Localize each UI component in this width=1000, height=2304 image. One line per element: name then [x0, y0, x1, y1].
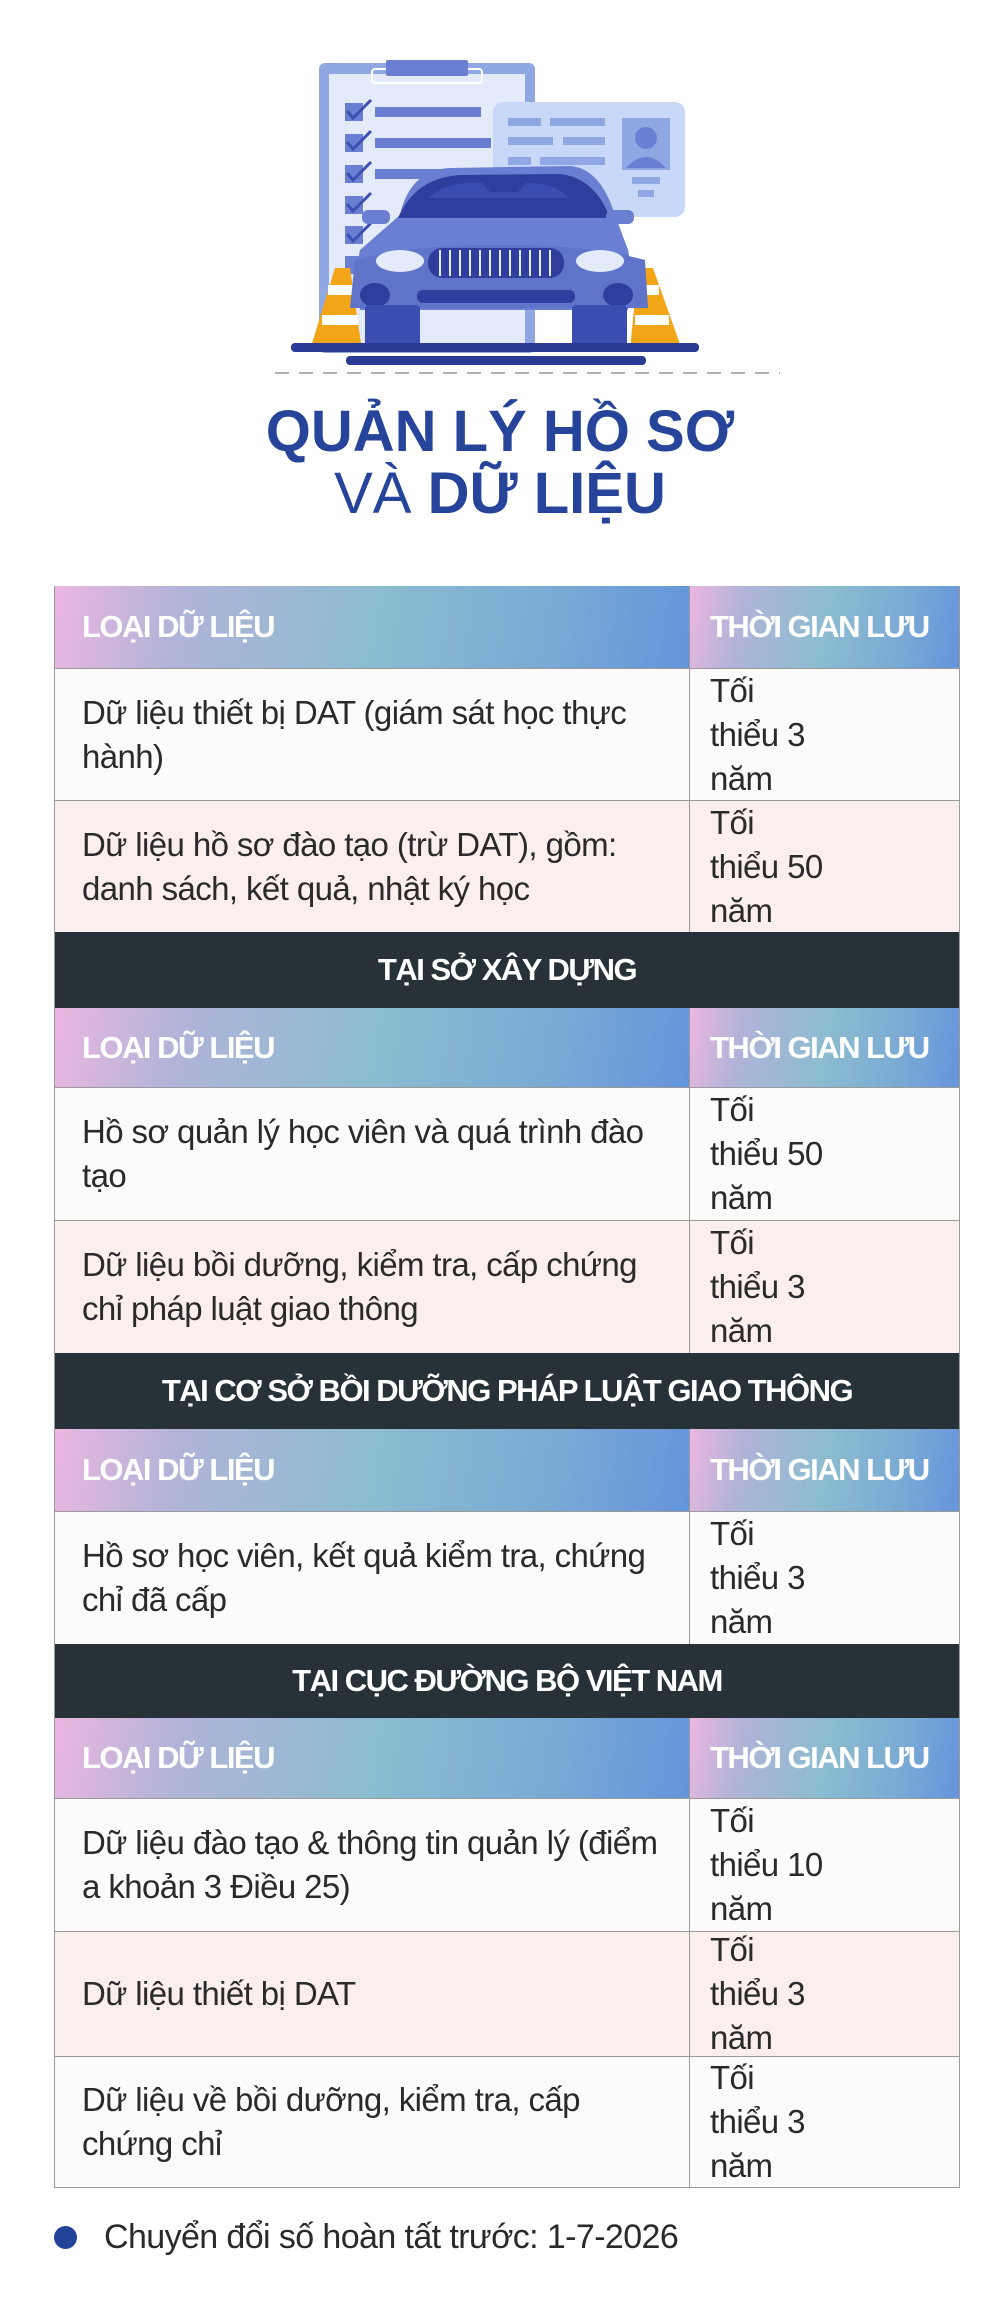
cell-retention: Tối thiểu 3 năm — [710, 1931, 805, 2056]
cell-retention: Tối thiểu 50 năm — [710, 1091, 823, 1216]
table-row — [55, 2056, 959, 2187]
cell-data-type: Hồ sơ quản lý học viên và quá trình đào tạo — [82, 1113, 644, 1194]
section-band-co-so-boi-duong: TẠI CƠ SỞ BỒI DƯỠNG PHÁP LUẬT GIAO THÔNG — [55, 1353, 959, 1429]
table-row — [55, 1511, 959, 1644]
cell-data-type: Dữ liệu về bồi dưỡng, kiểm tra, cấp chứng chỉ — [82, 2081, 580, 2162]
header-data-type: LOẠI DỮ LIỆU — [55, 1008, 690, 1087]
footnote — [54, 2215, 678, 2259]
header-data-type: LOẠI DỮ LIỆU — [55, 1429, 690, 1511]
cell-retention: Tối thiểu 3 năm — [710, 1224, 805, 1349]
table-row — [55, 1931, 959, 2056]
header-data-type: LOẠI DỮ LIỆU — [55, 586, 690, 668]
cell-data-type: Hồ sơ học viên, kết quả kiểm tra, chứng chỉ đã cấp — [82, 1537, 646, 1618]
header-retention: THỜI GIAN LƯU — [690, 586, 959, 668]
table-row — [55, 1220, 959, 1353]
cell-data-type: Dữ liệu thiết bị DAT — [82, 1975, 356, 2012]
cell-data-type: Dữ liệu bồi dưỡng, kiểm tra, cấp chứng chỉ pháp luật giao thông — [82, 1246, 637, 1327]
table-header — [55, 586, 959, 668]
cell-data-type: Dữ liệu thiết bị DAT (giám sát học thực hành) — [82, 693, 627, 775]
table-header — [55, 1429, 959, 1511]
section-band-cuc-duong-bo: TẠI CỤC ĐƯỜNG BỘ VIỆT NAM — [55, 1644, 959, 1718]
retention-table — [54, 586, 960, 2188]
table-row — [55, 1087, 959, 1220]
cell-retention: Tối thiểu 3 năm — [710, 1515, 805, 1640]
table-row — [55, 800, 959, 932]
table-header — [55, 1718, 959, 1798]
car-and-documents-illustration — [250, 40, 800, 380]
page-title-line1: QUẢN LÝ HỒ SƠ — [265, 399, 735, 464]
cell-retention: Tối thiểu 3 năm — [710, 2059, 805, 2184]
footnote-text: Chuyển đổi số hoàn tất trước: 1-7-2026 — [104, 2218, 679, 2256]
header-retention: THỜI GIAN LƯU — [690, 1008, 959, 1087]
title-bold-part: DỮ LIỆU — [427, 461, 666, 526]
table-header — [55, 1008, 959, 1087]
cell-data-type: Dữ liệu hồ sơ đào tạo (trừ DAT), gồm: danh sách, kết quả, nhật ký học — [82, 825, 617, 907]
cell-retention: Tối thiểu 3 năm — [710, 671, 805, 797]
cell-data-type: Dữ liệu đào tạo & thông tin quản lý (điểm a khoản 3 Điều 25) — [82, 1824, 658, 1905]
table-row — [55, 668, 959, 800]
table-row — [55, 1798, 959, 1931]
header-retention: THỜI GIAN LƯU — [690, 1429, 959, 1511]
page-title-line2 — [0, 460, 1000, 527]
cell-retention: Tối thiểu 10 năm — [710, 1802, 823, 1927]
header-data-type: LOẠI DỮ LIỆU — [55, 1718, 690, 1798]
cell-retention: Tối thiểu 50 năm — [710, 803, 823, 929]
section-band-so-xay-dung: TẠI SỞ XÂY DỰNG — [55, 932, 959, 1008]
title-light-part: VÀ — [334, 461, 428, 526]
header-retention: THỜI GIAN LƯU — [690, 1718, 959, 1798]
bullet-icon — [54, 2226, 77, 2249]
